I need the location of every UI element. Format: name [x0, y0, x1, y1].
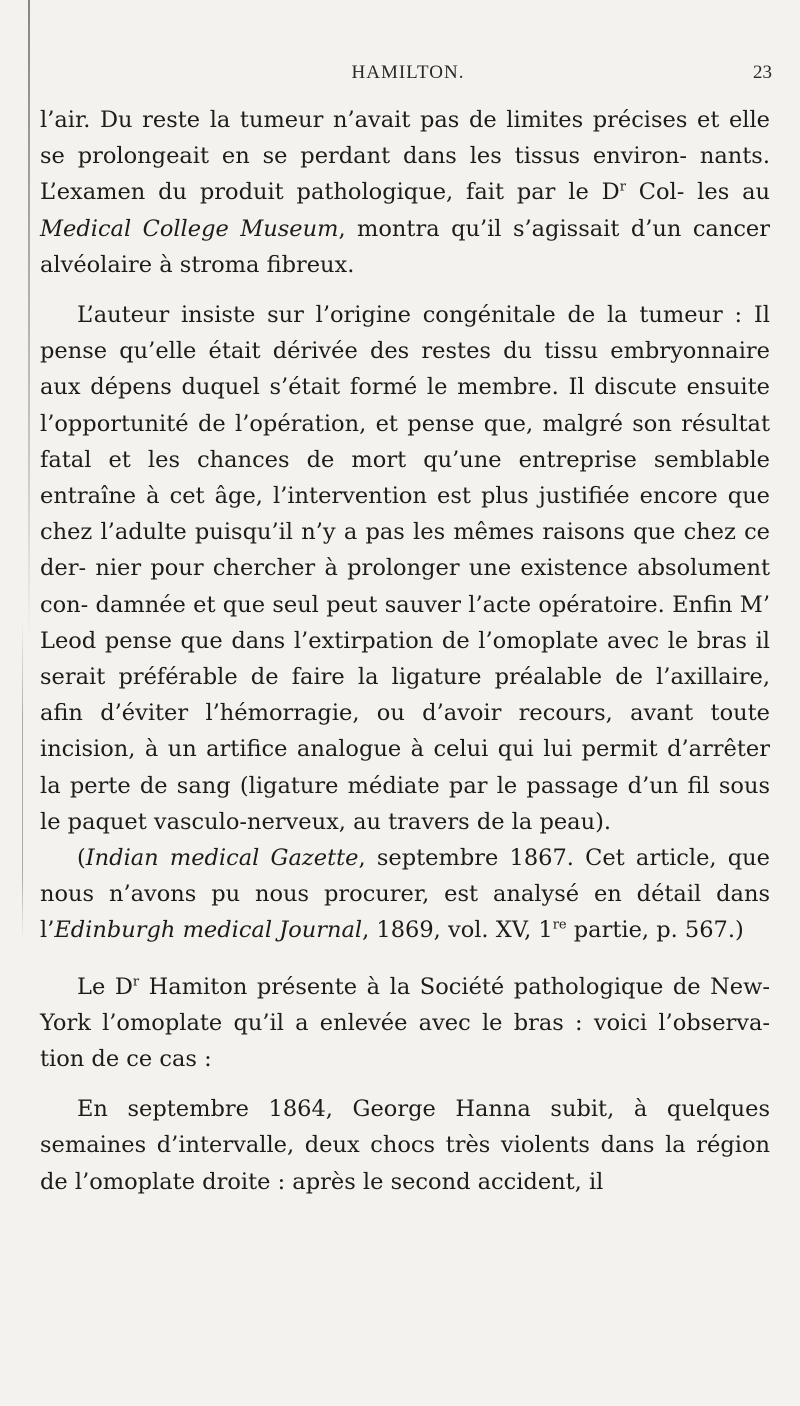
- page-gutter-shadow: [28, 0, 30, 640]
- paragraph-4: [40, 969, 770, 1078]
- paragraph-2: L’auteur insiste sur l’origine congénitale de la tumeur : Il pense qu’elle était dérivée des restes du tissu embryonnaire aux dépens duquel s’était formé le membre. Il discute ensuite l’opportunité de l’opération, et pense que, malgré son résultat fatal et les chances de mort qu’une entreprise semblable entraîne à cet âge, l’intervention est plus justifiée encore que chez l’adulte puisqu’il n’y a pas les mêmes raisons que chez ce der- nier pour chercher à prolonger une existence absolument con- damnée et que seul peut sauver l’acte opératoire. Enfin M’ Leod pense que dans l’extirpation de l’omoplate avec le bras il serait préférable de faire la ligature préalable de l’axillaire, afin d’éviter l’hémorragie, ou d’avoir recours, avant toute incision, à un artifice analogue à celui qui lui permit d’arrêter la perte de sang (ligature médiate par le passage d’un fil sous le paquet vasculo-nerveux, au travers de la peau).: [40, 302, 770, 835]
- paragraph-4-text-b: Hamiton présente à la Société pathologique de New- York l’omoplate qu’il a enlevée avec le bras : voici l’observa- tion de ce cas :: [40, 973, 770, 1073]
- page-header: [44, 62, 772, 92]
- paragraph-1: [40, 102, 770, 283]
- superscript: re: [552, 917, 567, 933]
- paragraph-3-text-c: partie, p. 567.): [566, 917, 744, 944]
- italic-journal-1: Indian medical Gazette: [85, 845, 359, 872]
- page-number: 23: [753, 62, 772, 83]
- paragraph-1-text-a: l’air. Du reste la tumeur n’avait pas de limites précises et elle se prolongeait en se perdant dans les tissus environ- nants. L’examen du produit pathologique, fait par le D: [40, 107, 770, 206]
- paragraph-3-text-b: , 1869, vol. XV, 1: [362, 917, 553, 944]
- superscript: r: [132, 974, 140, 990]
- superscript: r: [619, 179, 626, 195]
- running-head: HAMILTON.: [351, 62, 465, 83]
- italic-title: Medical College Museum: [40, 215, 339, 242]
- paragraph-3-text-a: , septembre 1867. Cet article, que nous n’avons pu nous procurer, est analysé en détail dans l’: [40, 845, 770, 944]
- paragraph-1-text-b: Col- les au: [625, 179, 770, 206]
- page-body: [40, 102, 770, 1200]
- paragraph-1-text-c: , montra qu’il s’agissait d’un cancer alvéolaire à stroma fibreux.: [40, 215, 771, 278]
- paren-open: (: [77, 845, 86, 872]
- page-gutter-line: [22, 620, 23, 940]
- paragraph-3: [40, 840, 770, 949]
- italic-journal-2: Edinburgh medical Journal: [54, 917, 363, 944]
- paragraph-5: En septembre 1864, George Hanna subit, à quelques semaines d’intervalle, deux chocs très violents dans la région de l’omoplate droite : après le second accident, il: [40, 1096, 770, 1195]
- paragraph-4-text-a: Le D: [77, 973, 133, 1000]
